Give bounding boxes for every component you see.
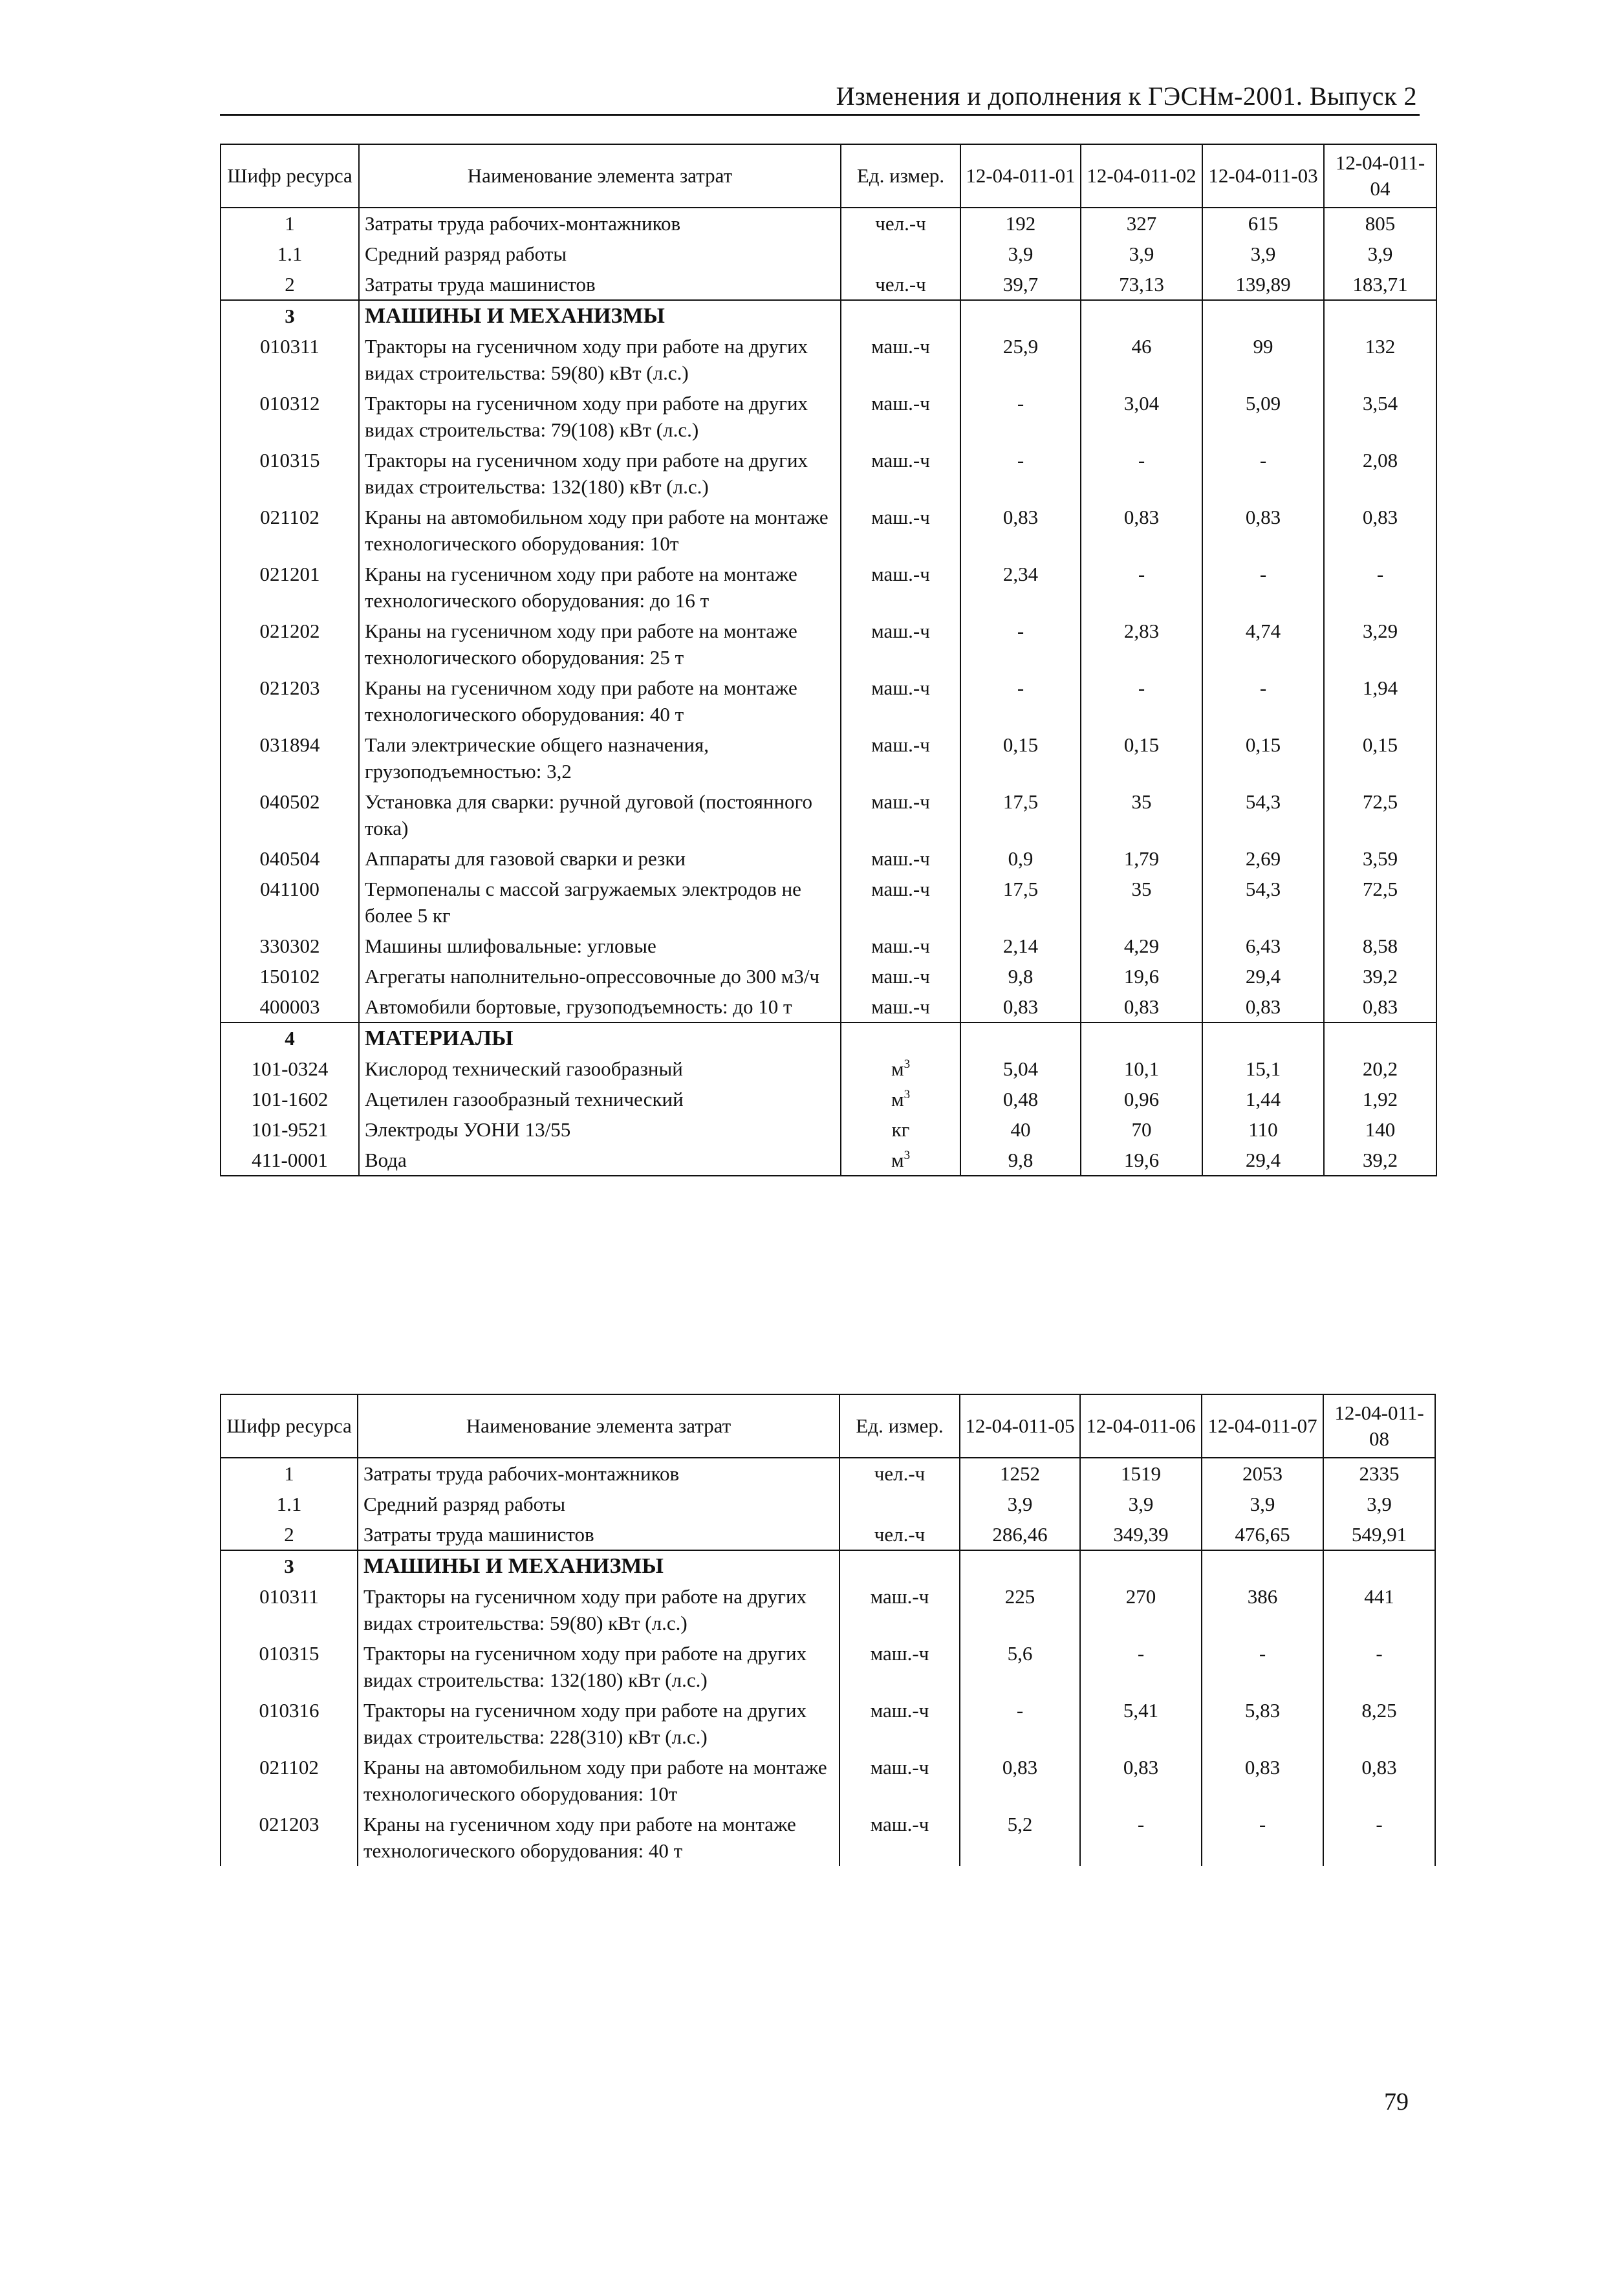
cell-v3: - xyxy=(1202,1809,1323,1866)
cell-code: 150102 xyxy=(221,961,359,991)
cell-v4: - xyxy=(1323,1809,1435,1866)
cell-v3: 54,3 xyxy=(1202,874,1324,931)
cell-v2: 35 xyxy=(1081,786,1202,843)
cell-v4: 3,9 xyxy=(1323,1489,1435,1519)
table-row xyxy=(221,1695,1435,1752)
cell-v3: 54,3 xyxy=(1202,786,1324,843)
cell-name: Краны на автомобильном ходу при работе на монтаже технологического оборудования: 10т xyxy=(359,502,841,559)
cell-v2 xyxy=(1081,1022,1202,1054)
cell-name: Краны на гусеничном ходу при работе на монтаже технологического оборудования: 40 т xyxy=(359,673,841,730)
cell-name: Затраты труда машинистов xyxy=(358,1519,839,1550)
cell-name: Ацетилен газообразный технический xyxy=(359,1084,841,1114)
cell-v4 xyxy=(1323,1550,1435,1581)
cell-unit: маш.-ч xyxy=(841,991,960,1022)
cell-name: Краны на автомобильном ходу при работе на монтаже технологического оборудования: 10т xyxy=(358,1752,839,1809)
cell-name: Вода xyxy=(359,1145,841,1176)
cell-code: 411-0001 xyxy=(221,1145,359,1176)
table-row xyxy=(221,239,1436,269)
cell-v1 xyxy=(960,1022,1081,1054)
cell-v1: 0,48 xyxy=(960,1084,1081,1114)
cell-v2: 0,15 xyxy=(1081,730,1202,786)
cell-v2: 349,39 xyxy=(1080,1519,1202,1550)
cell-code: 041100 xyxy=(221,874,359,931)
table-row xyxy=(221,616,1436,673)
column-header-v3: 12-04-011-03 xyxy=(1202,144,1324,208)
cell-v4: 2335 xyxy=(1323,1458,1435,1489)
cell-v2: 70 xyxy=(1081,1114,1202,1145)
cell-code: 021102 xyxy=(221,502,359,559)
cell-v3: 0,83 xyxy=(1202,991,1324,1022)
cell-code: 010316 xyxy=(221,1695,358,1752)
table-row xyxy=(221,1752,1435,1809)
cell-v4: 3,54 xyxy=(1324,388,1436,445)
table-row xyxy=(221,445,1436,502)
unit-base: м xyxy=(891,1149,904,1171)
cell-name: Агрегаты наполнительно-опрессовочные до 300 м3/ч xyxy=(359,961,841,991)
cell-v3: - xyxy=(1202,1638,1323,1695)
cell-v2: 73,13 xyxy=(1081,269,1202,300)
cell-v2 xyxy=(1081,300,1202,331)
cell-unit: маш.-ч xyxy=(839,1638,960,1695)
cell-v3: 476,65 xyxy=(1202,1519,1323,1550)
cell-code: 1.1 xyxy=(221,1489,358,1519)
cell-v2: 0,83 xyxy=(1081,502,1202,559)
cell-code: 4 xyxy=(221,1022,359,1054)
table-row xyxy=(221,1054,1436,1084)
cell-v2: - xyxy=(1080,1638,1202,1695)
cell-v3: - xyxy=(1202,673,1324,730)
cell-unit: маш.-ч xyxy=(841,388,960,445)
cell-code: 021203 xyxy=(221,1809,358,1866)
cell-unit: маш.-ч xyxy=(841,961,960,991)
cell-code: 101-9521 xyxy=(221,1114,359,1145)
table-row xyxy=(221,502,1436,559)
table-row xyxy=(221,961,1436,991)
cell-name: Краны на гусеничном ходу при работе на монтаже технологического оборудования: 25 т xyxy=(359,616,841,673)
table-row xyxy=(221,931,1436,961)
cell-name: Тракторы на гусеничном ходу при работе на других видах строительства: 59(80) кВт (л.с.) xyxy=(359,331,841,388)
cell-name: Тракторы на гусеничном ходу при работе на других видах строительства: 228(310) кВт (л.с.) xyxy=(358,1695,839,1752)
cell-v1 xyxy=(960,1550,1080,1581)
cell-v2: 0,96 xyxy=(1081,1084,1202,1114)
cell-v1: 9,8 xyxy=(960,961,1081,991)
cell-code: 010312 xyxy=(221,388,359,445)
cell-v4: 8,25 xyxy=(1323,1695,1435,1752)
cell-code: 021201 xyxy=(221,559,359,616)
cell-v3: 0,83 xyxy=(1202,502,1324,559)
cell-v3: 1,44 xyxy=(1202,1084,1324,1114)
cell-v2: 5,41 xyxy=(1080,1695,1202,1752)
section-row xyxy=(221,1550,1435,1581)
cell-v3 xyxy=(1202,300,1324,331)
cell-v2: 1,79 xyxy=(1081,843,1202,874)
cell-v1: 2,34 xyxy=(960,559,1081,616)
cell-v1: 5,2 xyxy=(960,1809,1080,1866)
cell-name: МАТЕРИАЛЫ xyxy=(359,1022,841,1054)
cell-code: 040502 xyxy=(221,786,359,843)
section-row xyxy=(221,300,1436,331)
cell-v4: 3,59 xyxy=(1324,843,1436,874)
cell-v1: 3,9 xyxy=(960,1489,1080,1519)
cell-unit: маш.-ч xyxy=(839,1809,960,1866)
cell-unit: маш.-ч xyxy=(841,843,960,874)
cell-v4: 20,2 xyxy=(1324,1054,1436,1084)
cell-v2: 0,83 xyxy=(1080,1752,1202,1809)
table-row xyxy=(221,730,1436,786)
column-header-name: Наименование элемента затрат xyxy=(359,144,841,208)
cell-code: 3 xyxy=(221,300,359,331)
cell-v3: 29,4 xyxy=(1202,961,1324,991)
cell-code: 010311 xyxy=(221,331,359,388)
cell-v2: 1519 xyxy=(1080,1458,1202,1489)
cell-unit: чел.-ч xyxy=(839,1519,960,1550)
table-body xyxy=(221,208,1436,1176)
cell-unit xyxy=(841,1022,960,1054)
cell-v4: 2,08 xyxy=(1324,445,1436,502)
table-row xyxy=(221,1458,1435,1489)
cell-code: 101-1602 xyxy=(221,1084,359,1114)
cell-name: Краны на гусеничном ходу при работе на монтаже технологического оборудования: до 16 т xyxy=(359,559,841,616)
cell-unit xyxy=(839,1550,960,1581)
cell-v4: 0,83 xyxy=(1324,502,1436,559)
cell-name: Кислород технический газообразный xyxy=(359,1054,841,1084)
cell-unit: маш.-ч xyxy=(841,502,960,559)
cost-table-1 xyxy=(220,144,1437,1176)
cell-code: 3 xyxy=(221,1550,358,1581)
cell-unit xyxy=(839,1489,960,1519)
unit-base: м xyxy=(891,1057,904,1080)
cell-v3: 2053 xyxy=(1202,1458,1323,1489)
column-header-v4: 12-04-011-08 xyxy=(1323,1394,1435,1458)
cell-v1: 40 xyxy=(960,1114,1081,1145)
cell-name: Затраты труда рабочих-монтажников xyxy=(359,208,841,239)
document-header-title: Изменения и дополнения к ГЭСНм-2001. Выпуск 2 xyxy=(836,81,1417,111)
cell-v3: 0,15 xyxy=(1202,730,1324,786)
cell-code: 010315 xyxy=(221,1638,358,1695)
cell-unit: чел.-ч xyxy=(841,208,960,239)
table-row xyxy=(221,673,1436,730)
cell-v4: - xyxy=(1323,1638,1435,1695)
table-row xyxy=(221,1809,1435,1866)
cell-v1: - xyxy=(960,1695,1080,1752)
cell-v1: 286,46 xyxy=(960,1519,1080,1550)
table-row xyxy=(221,559,1436,616)
cell-name: Машины шлифовальные: угловые xyxy=(359,931,841,961)
cell-unit: маш.-ч xyxy=(841,559,960,616)
cell-name: Тракторы на гусеничном ходу при работе на других видах строительства: 79(108) кВт (л.с.) xyxy=(359,388,841,445)
column-header-v2: 12-04-011-02 xyxy=(1081,144,1202,208)
unit-superscript: 3 xyxy=(904,1057,911,1071)
cell-name: Тракторы на гусеничном ходу при работе на других видах строительства: 132(180) кВт (л.с.) xyxy=(358,1638,839,1695)
cell-code: 010315 xyxy=(221,445,359,502)
cell-v3: 15,1 xyxy=(1202,1054,1324,1084)
cell-v2: 10,1 xyxy=(1081,1054,1202,1084)
cell-v1: 25,9 xyxy=(960,331,1081,388)
unit-superscript: 3 xyxy=(904,1088,911,1101)
cell-v4: 3,29 xyxy=(1324,616,1436,673)
cell-v1: 5,6 xyxy=(960,1638,1080,1695)
cell-code: 2 xyxy=(221,1519,358,1550)
cell-v1: 17,5 xyxy=(960,786,1081,843)
cell-name: Автомобили бортовые, грузоподъемность: до 10 т xyxy=(359,991,841,1022)
column-header-v4: 12-04-011-04 xyxy=(1324,144,1436,208)
cell-v3: 2,69 xyxy=(1202,843,1324,874)
column-header-unit: Ед. измер. xyxy=(841,144,960,208)
cell-v2: 4,29 xyxy=(1081,931,1202,961)
cell-v4: 72,5 xyxy=(1324,874,1436,931)
cell-v1 xyxy=(960,300,1081,331)
cell-v2: 3,9 xyxy=(1081,239,1202,269)
table-header-row xyxy=(221,1394,1435,1458)
cell-code: 021102 xyxy=(221,1752,358,1809)
cell-v1: 0,9 xyxy=(960,843,1081,874)
cell-v1: 17,5 xyxy=(960,874,1081,931)
cell-unit: маш.-ч xyxy=(839,1581,960,1638)
cell-code: 2 xyxy=(221,269,359,300)
cell-v2: 3,9 xyxy=(1080,1489,1202,1519)
column-header-v1: 12-04-011-05 xyxy=(960,1394,1080,1458)
cell-v4: 1,92 xyxy=(1324,1084,1436,1114)
cell-code: 021202 xyxy=(221,616,359,673)
cell-code: 400003 xyxy=(221,991,359,1022)
cell-unit: маш.-ч xyxy=(841,874,960,931)
cell-v3: 110 xyxy=(1202,1114,1324,1145)
column-header-unit: Ед. измер. xyxy=(839,1394,960,1458)
column-header-v3: 12-04-011-07 xyxy=(1202,1394,1323,1458)
column-header-v1: 12-04-011-01 xyxy=(960,144,1081,208)
cell-v3: 3,9 xyxy=(1202,1489,1323,1519)
cell-v3 xyxy=(1202,1022,1324,1054)
column-header-code: Шифр ресурса xyxy=(221,144,359,208)
cell-v4: 183,71 xyxy=(1324,269,1436,300)
table-row xyxy=(221,208,1436,239)
cell-unit: кг xyxy=(841,1114,960,1145)
cell-v2: 35 xyxy=(1081,874,1202,931)
cell-name: Затраты труда рабочих-монтажников xyxy=(358,1458,839,1489)
cell-v2: - xyxy=(1080,1809,1202,1866)
cell-code: 101-0324 xyxy=(221,1054,359,1084)
cell-v1: 3,9 xyxy=(960,239,1081,269)
cell-name: Тракторы на гусеничном ходу при работе на других видах строительства: 59(80) кВт (л.с.) xyxy=(358,1581,839,1638)
cell-code: 031894 xyxy=(221,730,359,786)
cell-v4: 39,2 xyxy=(1324,1145,1436,1176)
cell-v4: 39,2 xyxy=(1324,961,1436,991)
cell-v3: 5,83 xyxy=(1202,1695,1323,1752)
cell-v1: - xyxy=(960,388,1081,445)
cell-v3: 6,43 xyxy=(1202,931,1324,961)
table-row xyxy=(221,1519,1435,1550)
cell-name: Аппараты для газовой сварки и резки xyxy=(359,843,841,874)
cell-v4: 8,58 xyxy=(1324,931,1436,961)
cell-unit: маш.-ч xyxy=(841,445,960,502)
cell-code: 010311 xyxy=(221,1581,358,1638)
column-header-code: Шифр ресурса xyxy=(221,1394,358,1458)
cell-v4: 0,83 xyxy=(1323,1752,1435,1809)
cell-v2: - xyxy=(1081,559,1202,616)
cell-v2: 46 xyxy=(1081,331,1202,388)
page-number: 79 xyxy=(1384,2088,1409,2115)
cell-v1: 39,7 xyxy=(960,269,1081,300)
cell-v2: 3,04 xyxy=(1081,388,1202,445)
cell-v1: 192 xyxy=(960,208,1081,239)
cell-v4: 140 xyxy=(1324,1114,1436,1145)
cell-unit: маш.-ч xyxy=(841,786,960,843)
cell-unit xyxy=(841,1084,960,1114)
cell-v4: 1,94 xyxy=(1324,673,1436,730)
cell-v3: 4,74 xyxy=(1202,616,1324,673)
table-row xyxy=(221,1084,1436,1114)
unit-base: м xyxy=(891,1088,904,1110)
unit-superscript: 3 xyxy=(904,1149,911,1162)
cell-unit: маш.-ч xyxy=(839,1752,960,1809)
cell-v2: 270 xyxy=(1080,1581,1202,1638)
cell-v2: - xyxy=(1081,673,1202,730)
header-rule xyxy=(220,114,1420,116)
section-row xyxy=(221,1022,1436,1054)
cell-name: Средний разряд работы xyxy=(358,1489,839,1519)
cell-v2: 327 xyxy=(1081,208,1202,239)
cell-code: 1.1 xyxy=(221,239,359,269)
cell-v1: 0,83 xyxy=(960,991,1081,1022)
table-row xyxy=(221,874,1436,931)
column-header-name: Наименование элемента затрат xyxy=(358,1394,839,1458)
cell-code: 1 xyxy=(221,208,359,239)
cell-v3: - xyxy=(1202,559,1324,616)
table-row xyxy=(221,269,1436,300)
cell-code: 021203 xyxy=(221,673,359,730)
cell-v4: 0,15 xyxy=(1324,730,1436,786)
cell-unit: чел.-ч xyxy=(841,269,960,300)
table-row xyxy=(221,991,1436,1022)
cell-unit: маш.-ч xyxy=(839,1695,960,1752)
cell-v4: 549,91 xyxy=(1323,1519,1435,1550)
table-row xyxy=(221,1145,1436,1176)
cell-v1: 0,83 xyxy=(960,1752,1080,1809)
table-row xyxy=(221,786,1436,843)
cell-name: МАШИНЫ И МЕХАНИЗМЫ xyxy=(359,300,841,331)
cell-v4: - xyxy=(1324,559,1436,616)
cell-v2 xyxy=(1080,1550,1202,1581)
cell-v1: 2,14 xyxy=(960,931,1081,961)
cell-name: Тали электрические общего назначения, грузоподъемностью: 3,2 xyxy=(359,730,841,786)
cell-v2: - xyxy=(1081,445,1202,502)
cell-v2: 0,83 xyxy=(1081,991,1202,1022)
cell-v1: - xyxy=(960,445,1081,502)
cell-v2: 19,6 xyxy=(1081,1145,1202,1176)
cell-v1: 0,15 xyxy=(960,730,1081,786)
table-row xyxy=(221,1638,1435,1695)
cell-unit: чел.-ч xyxy=(839,1458,960,1489)
table-row xyxy=(221,331,1436,388)
cell-v3: 99 xyxy=(1202,331,1324,388)
cell-code: 330302 xyxy=(221,931,359,961)
cell-v1: 1252 xyxy=(960,1458,1080,1489)
cell-v1: 0,83 xyxy=(960,502,1081,559)
cell-v3: 0,83 xyxy=(1202,1752,1323,1809)
cell-v4 xyxy=(1324,1022,1436,1054)
table-row xyxy=(221,843,1436,874)
cell-name: МАШИНЫ И МЕХАНИЗМЫ xyxy=(358,1550,839,1581)
cell-v3: 615 xyxy=(1202,208,1324,239)
table-row xyxy=(221,1581,1435,1638)
table-header-row xyxy=(221,144,1436,208)
cell-name: Установка для сварки: ручной дуговой (постоянного тока) xyxy=(359,786,841,843)
cell-v3: - xyxy=(1202,445,1324,502)
cell-name: Средний разряд работы xyxy=(359,239,841,269)
cell-v1: 5,04 xyxy=(960,1054,1081,1084)
cell-name: Краны на гусеничном ходу при работе на монтаже технологического оборудования: 40 т xyxy=(358,1809,839,1866)
cell-unit: маш.-ч xyxy=(841,730,960,786)
cell-v4 xyxy=(1324,300,1436,331)
cell-v2: 2,83 xyxy=(1081,616,1202,673)
cell-v4: 3,9 xyxy=(1324,239,1436,269)
cell-code: 1 xyxy=(221,1458,358,1489)
cell-v3: 3,9 xyxy=(1202,239,1324,269)
table-row xyxy=(221,1489,1435,1519)
cell-name: Термопеналы с массой загружаемых электродов не более 5 кг xyxy=(359,874,841,931)
cell-code: 040504 xyxy=(221,843,359,874)
cost-table-2 xyxy=(220,1394,1436,1866)
cell-v4: 805 xyxy=(1324,208,1436,239)
cell-unit xyxy=(841,239,960,269)
table-body xyxy=(221,1458,1435,1866)
cell-name: Затраты труда машинистов xyxy=(359,269,841,300)
cell-unit: маш.-ч xyxy=(841,616,960,673)
cell-name: Тракторы на гусеничном ходу при работе на других видах строительства: 132(180) кВт (л.с.) xyxy=(359,445,841,502)
cell-v3: 139,89 xyxy=(1202,269,1324,300)
cell-unit: маш.-ч xyxy=(841,931,960,961)
cell-unit: маш.-ч xyxy=(841,331,960,388)
cell-v4: 72,5 xyxy=(1324,786,1436,843)
table-row xyxy=(221,388,1436,445)
cell-v3 xyxy=(1202,1550,1323,1581)
cell-v1: - xyxy=(960,616,1081,673)
cell-unit xyxy=(841,1145,960,1176)
table-row xyxy=(221,1114,1436,1145)
cell-v4: 0,83 xyxy=(1324,991,1436,1022)
cell-name: Электроды УОНИ 13/55 xyxy=(359,1114,841,1145)
column-header-v2: 12-04-011-06 xyxy=(1080,1394,1202,1458)
cell-v1: - xyxy=(960,673,1081,730)
cell-v2: 19,6 xyxy=(1081,961,1202,991)
cell-v4: 132 xyxy=(1324,331,1436,388)
cell-unit: маш.-ч xyxy=(841,673,960,730)
cell-v1: 9,8 xyxy=(960,1145,1081,1176)
cell-v3: 29,4 xyxy=(1202,1145,1324,1176)
cell-v4: 441 xyxy=(1323,1581,1435,1638)
cell-unit xyxy=(841,300,960,331)
cell-v3: 386 xyxy=(1202,1581,1323,1638)
cell-unit xyxy=(841,1054,960,1084)
cell-v1: 225 xyxy=(960,1581,1080,1638)
cell-v3: 5,09 xyxy=(1202,388,1324,445)
